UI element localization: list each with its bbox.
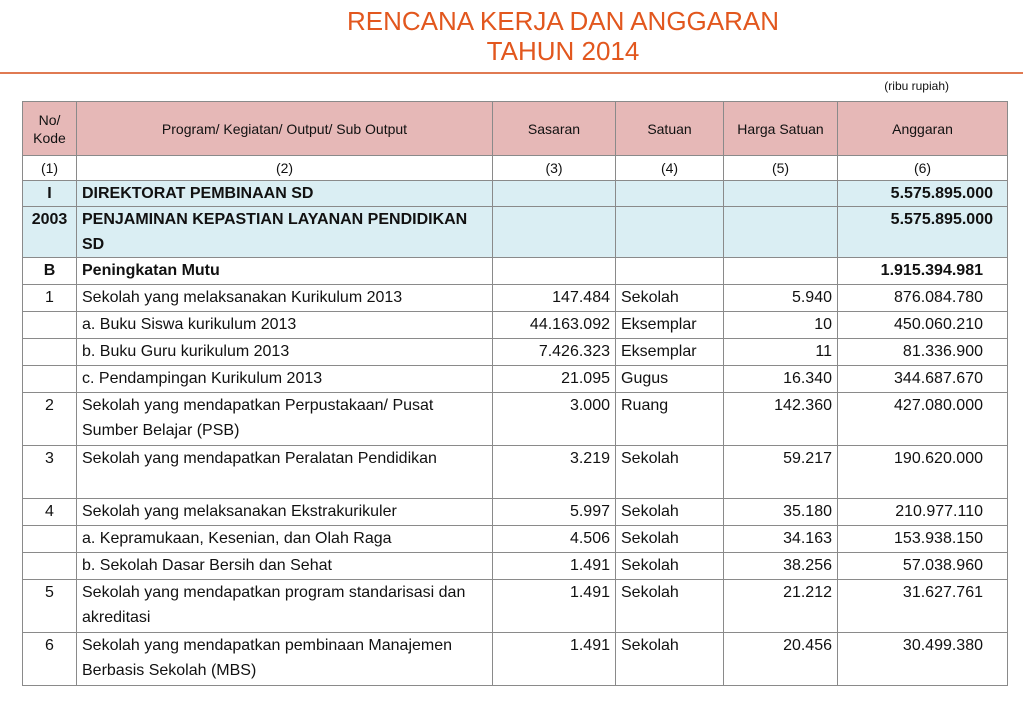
column-number-row <box>23 156 1008 181</box>
row-satuan-cell <box>616 258 724 285</box>
col-header-sasaran: Sasaran <box>493 102 616 156</box>
row-description-cell: Sekolah yang mendapatkan pembinaan Manajemen Berbasis Sekolah (MBS) <box>77 633 493 686</box>
row-harga-cell <box>724 207 838 258</box>
table-row <box>23 207 1008 258</box>
row-harga-cell: 5.940 <box>724 285 838 312</box>
row-harga-cell: 10 <box>724 312 838 339</box>
row-sasaran-cell: 5.997 <box>493 499 616 526</box>
table-row <box>23 446 1008 499</box>
unit-note: (ribu rupiah) <box>884 79 949 93</box>
row-anggaran-cell: 450.060.210 <box>838 312 1008 339</box>
row-description-cell: Sekolah yang melaksanakan Ekstrakurikuler <box>77 499 493 526</box>
row-description-cell: PENJAMINAN KEPASTIAN LAYANAN PENDIDIKAN SD <box>77 207 493 258</box>
col-number: (3) <box>493 156 616 181</box>
table-row <box>23 526 1008 553</box>
row-number-cell: 1 <box>23 285 77 312</box>
row-sasaran-cell: 3.219 <box>493 446 616 499</box>
row-description-cell: Sekolah yang mendapatkan Perpustakaan/ Pusat Sumber Belajar (PSB) <box>77 393 493 446</box>
row-satuan-cell: Ruang <box>616 393 724 446</box>
row-number-cell <box>23 339 77 366</box>
row-sasaran-cell: 44.163.092 <box>493 312 616 339</box>
row-anggaran-cell: 876.084.780 <box>838 285 1008 312</box>
row-description-cell: Sekolah yang melaksanakan Kurikulum 2013 <box>77 285 493 312</box>
row-sasaran-cell: 3.000 <box>493 393 616 446</box>
row-satuan-cell: Sekolah <box>616 580 724 633</box>
col-number: (5) <box>724 156 838 181</box>
row-anggaran-cell: 153.938.150 <box>838 526 1008 553</box>
title-line-1: RENCANA KERJA DAN ANGGARAN <box>347 6 779 36</box>
table-row <box>23 366 1008 393</box>
table-header-row <box>23 102 1008 156</box>
page-title <box>258 6 868 66</box>
row-number-cell: 3 <box>23 446 77 499</box>
row-sasaran-cell: 1.491 <box>493 553 616 580</box>
row-description-cell: Sekolah yang mendapatkan program standarisasi dan akreditasi <box>77 580 493 633</box>
table-row <box>23 499 1008 526</box>
col-header-satuan: Satuan <box>616 102 724 156</box>
table-row <box>23 633 1008 686</box>
row-description-cell: a. Kepramukaan, Kesenian, dan Olah Raga <box>77 526 493 553</box>
row-anggaran-cell: 30.499.380 <box>838 633 1008 686</box>
row-harga-cell: 59.217 <box>724 446 838 499</box>
row-description-cell: c. Pendampingan Kurikulum 2013 <box>77 366 493 393</box>
row-number-cell <box>23 526 77 553</box>
row-number-cell: 6 <box>23 633 77 686</box>
row-number-cell <box>23 312 77 339</box>
row-number-cell <box>23 366 77 393</box>
row-description-cell: Peningkatan Mutu <box>77 258 493 285</box>
row-satuan-cell: Eksemplar <box>616 312 724 339</box>
col-number: (2) <box>77 156 493 181</box>
row-number-cell: B <box>23 258 77 285</box>
title-line-2: TAHUN 2014 <box>486 36 640 66</box>
col-number: (6) <box>838 156 1008 181</box>
table-row <box>23 312 1008 339</box>
row-anggaran-cell: 31.627.761 <box>838 580 1008 633</box>
row-satuan-cell <box>616 207 724 258</box>
row-description-cell: DIREKTORAT PEMBINAAN SD <box>77 181 493 207</box>
row-satuan-cell: Sekolah <box>616 553 724 580</box>
row-sasaran-cell: 4.506 <box>493 526 616 553</box>
row-number-cell: I <box>23 181 77 207</box>
row-description-cell: a. Buku Siswa kurikulum 2013 <box>77 312 493 339</box>
row-harga-cell: 142.360 <box>724 393 838 446</box>
row-anggaran-cell: 210.977.110 <box>838 499 1008 526</box>
row-anggaran-cell: 1.915.394.981 <box>838 258 1008 285</box>
row-number-cell: 4 <box>23 499 77 526</box>
row-description-cell: Sekolah yang mendapatkan Peralatan Pendidikan <box>77 446 493 499</box>
row-harga-cell <box>724 181 838 207</box>
col-number: (1) <box>23 156 77 181</box>
row-number-cell <box>23 553 77 580</box>
row-satuan-cell <box>616 181 724 207</box>
row-anggaran-cell: 427.080.000 <box>838 393 1008 446</box>
row-satuan-cell: Sekolah <box>616 499 724 526</box>
table-row <box>23 580 1008 633</box>
row-number-cell: 2 <box>23 393 77 446</box>
row-anggaran-cell: 190.620.000 <box>838 446 1008 499</box>
row-anggaran-cell: 57.038.960 <box>838 553 1008 580</box>
row-harga-cell: 34.163 <box>724 526 838 553</box>
col-header-program: Program/ Kegiatan/ Output/ Sub Output <box>77 102 493 156</box>
row-sasaran-cell: 1.491 <box>493 580 616 633</box>
row-satuan-cell: Sekolah <box>616 285 724 312</box>
title-divider <box>0 72 1023 74</box>
row-harga-cell <box>724 258 838 285</box>
table-row <box>23 393 1008 446</box>
row-harga-cell: 38.256 <box>724 553 838 580</box>
table-row <box>23 553 1008 580</box>
table-row <box>23 258 1008 285</box>
row-satuan-cell: Eksemplar <box>616 339 724 366</box>
row-description-cell: b. Buku Guru kurikulum 2013 <box>77 339 493 366</box>
row-satuan-cell: Sekolah <box>616 633 724 686</box>
row-anggaran-cell: 81.336.900 <box>838 339 1008 366</box>
row-description-cell: b. Sekolah Dasar Bersih dan Sehat <box>77 553 493 580</box>
row-satuan-cell: Gugus <box>616 366 724 393</box>
row-number-cell: 5 <box>23 580 77 633</box>
budget-table <box>22 101 1008 686</box>
table-row <box>23 285 1008 312</box>
row-sasaran-cell: 7.426.323 <box>493 339 616 366</box>
row-satuan-cell: Sekolah <box>616 526 724 553</box>
row-sasaran-cell <box>493 181 616 207</box>
table-row <box>23 339 1008 366</box>
row-sasaran-cell: 1.491 <box>493 633 616 686</box>
row-sasaran-cell: 21.095 <box>493 366 616 393</box>
col-header-harga: Harga Satuan <box>724 102 838 156</box>
row-number-cell: 2003 <box>23 207 77 258</box>
row-harga-cell: 35.180 <box>724 499 838 526</box>
col-header-no: No/ Kode <box>23 102 77 156</box>
row-sasaran-cell <box>493 258 616 285</box>
col-header-anggaran: Anggaran <box>838 102 1008 156</box>
row-anggaran-cell: 5.575.895.000 <box>838 207 1008 258</box>
row-sasaran-cell <box>493 207 616 258</box>
row-sasaran-cell: 147.484 <box>493 285 616 312</box>
row-anggaran-cell: 344.687.670 <box>838 366 1008 393</box>
row-harga-cell: 11 <box>724 339 838 366</box>
row-anggaran-cell: 5.575.895.000 <box>838 181 1008 207</box>
row-harga-cell: 20.456 <box>724 633 838 686</box>
col-number: (4) <box>616 156 724 181</box>
row-harga-cell: 16.340 <box>724 366 838 393</box>
row-satuan-cell: Sekolah <box>616 446 724 499</box>
row-harga-cell: 21.212 <box>724 580 838 633</box>
table-row <box>23 181 1008 207</box>
